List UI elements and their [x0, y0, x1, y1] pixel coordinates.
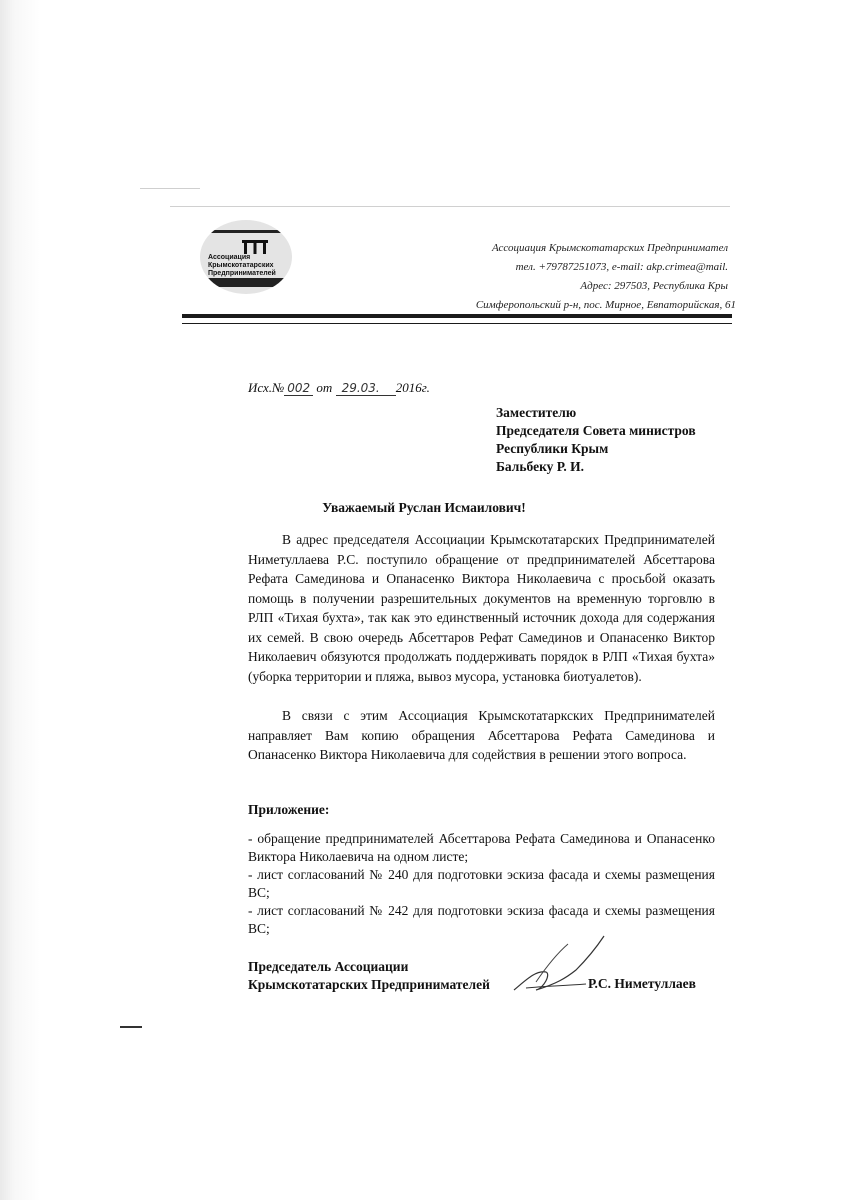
scan-artifact: [120, 1026, 142, 1028]
appendix-item: - обращение предпринимателей Абсеттарова Рефата Самединова и Опанасенко Виктора Николаевича на одном листе;: [248, 831, 715, 864]
association-logo: [200, 220, 292, 294]
letterhead-info: [475, 239, 736, 315]
signatory-title: Председатель Ассоциации Крымскотатарских Предпринимателей: [248, 959, 490, 992]
logo-text: Ассоциация Крымскотатарских Предпринимателей: [208, 254, 276, 277]
signatory-name: Р.С. Ниметуллаев: [588, 976, 696, 991]
header-rule: [182, 314, 732, 318]
header-rule-thin: [182, 323, 732, 324]
appendix-item: - лист согласований № 240 для подготовки эскиза фасада и схемы размещения ВС;: [248, 867, 715, 900]
recipient-block: Заместителю Председателя Совета министров Республики Крым Бальбеку Р. И.: [496, 405, 696, 474]
logo-band: [200, 230, 292, 233]
handwritten-date: 29.03.: [336, 381, 396, 396]
outgoing-number: Исх.№ 002 от 29.03. 2016г.: [248, 380, 430, 395]
body-paragraph-2: В связи с этим Ассоциация Крымскотатаркских Предпринимателей направляет Вам копию обращения Абсеттарова Рефата Самединова и Опанасенко Виктора Николаевича для содействия в решении этого вопроса.: [248, 708, 715, 762]
greeting: Уважаемый Руслан Исмаилович!: [322, 500, 526, 515]
org-address: Адрес: 297503, Республика Кры: [580, 280, 728, 292]
scan-artifact: [170, 206, 730, 207]
appendix-item: - лист согласований № 242 для подготовки эскиза фасада и схемы размещения ВС;: [248, 903, 715, 936]
scan-artifact: [140, 188, 200, 189]
org-name: Ассоциация Крымскотатарских Предпринимател: [491, 242, 728, 254]
logo-band: [200, 278, 292, 287]
appendix-list: [248, 830, 715, 938]
org-address-line2: Симферопольский р-н, пос. Мирное, Евпаторийская, 61: [475, 299, 736, 311]
appendix-title: Приложение:: [248, 802, 330, 817]
handwritten-number: 002: [284, 381, 313, 396]
org-contacts: тел. +79787251073, e-mail: akp.crimea@mail.: [515, 261, 728, 273]
body-paragraph-1: В адрес председателя Ассоциации Крымскотатарских Предпринимателей Ниметуллаева Р.С. поступило обращение от предпринимателей Абсеттарова Рефата Самединова и Опанасенко Виктора Николаевича с просьбой оказать помощь в получении разрешительных документов на временную торговлю в РЛП «Тихая бухта», так как это единственный источник дохода для содержания их семей. В свою очередь Абсеттаров Рефат Самединов и Опанасенко Виктор Николаевич обязуются продолжать поддерживать порядок в РЛП «Тихая бухта» (уборка территории и пляжа, вывоз мусора, установка биотуалетов).: [248, 532, 715, 684]
